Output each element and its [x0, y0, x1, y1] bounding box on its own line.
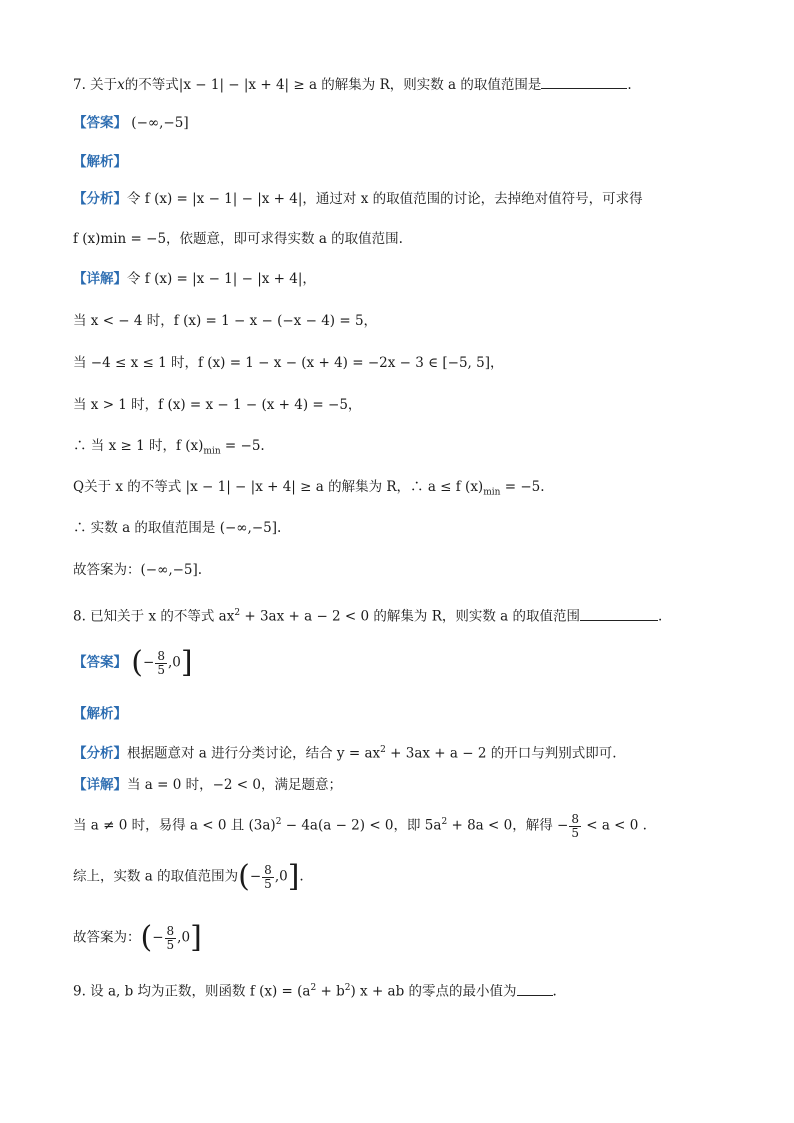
q7-case-2: 当 −4 ≤ x ≤ 1 时，f (x) = 1 − x − (x + 4) = −2x − 3 ∈ [−5, 5]，: [73, 355, 504, 371]
answer-blank[interactable]: [517, 981, 553, 996]
q7-fenxi: 【分析】令 f (x) = |x − 1| − |x + 4|，通过对 x 的取值范围的讨论，去掉绝对值符号，可求得: [73, 191, 643, 207]
answer-blank[interactable]: [580, 606, 658, 621]
q8-summary: 综上，实数 a 的取值范围为(− $\frac{8}{5}$ ,0].: [73, 859, 304, 894]
q7-case-3: 当 x > 1 时，f (x) = x − 1 − (x + 4) = −5，: [73, 397, 362, 413]
q7-conclude-1: ∴ 当 x ≥ 1 时，f $(x)_{min} = -5$.: [73, 438, 265, 457]
q7-question: 7. 关于x的不等式|x − 1| − |x + 4| ≥ a 的解集为 R，则实数 a 的取值范围是 .: [73, 74, 632, 95]
q8-detail: 【详解】当 a = 0 时，−2 < 0，满足题意；: [73, 777, 342, 793]
q7-case-1: 当 x < − 4 时，f (x) = 1 − x − (−x − 4) = 5，: [73, 313, 378, 329]
answer-tag: 【答案】: [73, 115, 127, 131]
fenxi-tag: 【分析】: [73, 191, 127, 207]
q7-answer: 【答案】 (−∞,−5]: [73, 115, 189, 131]
fenxi-tag: 【分析】: [73, 745, 127, 762]
fraction: $\frac{8}{5}$: [157, 648, 165, 677]
q7-fenxi-2: f (x)min = −5，依题意，即可求得实数 a 的取值范围.: [73, 231, 403, 247]
detail-tag: 【详解】: [73, 271, 127, 287]
q7-final: 故答案为：(−∞,−5].: [73, 562, 203, 578]
answer-tag: 【答案】: [73, 654, 127, 671]
fraction: $\frac{8}{5}$: [571, 811, 579, 840]
q9-question: 9. 设 a, b 均为正数，则函数 f $(x) = (a^2 + b^2) x$ + ab 的零点的最小值为 .: [73, 978, 557, 1002]
q8-fenxi: 【分析】根据题意对 a 进行分类讨论，结合 $y = ax^2 + 3ax + a - 2$ 的开口与判别式即可.: [73, 745, 617, 762]
q8-answer: 【答案】 (− $\frac{8}{5}$ ,0]: [73, 645, 193, 680]
q8-question: 8. 已知关于 x 的不等式 $ax^2 + 3ax + a - 2 < 0$ 的解集为 R，则实数 a 的取值范围 .: [73, 603, 662, 627]
fraction: $\frac{8}{5}$: [166, 923, 175, 952]
q7-analysis-tag: 【解析】: [73, 154, 127, 170]
fraction: $\frac{8}{5}$: [264, 862, 272, 891]
q8-detail-2: 当 a ≠ 0 时，易得 a < 0 且 $(3a)^2 - 4a(a - 2) < 0$，即 $5a^2 + 8a < 0$，解得 − $\frac{8}{5}$ < a < 0 .: [73, 811, 647, 840]
q7-conclude-3: ∴ 实数 a 的取值范围是 (−∞,−5].: [73, 520, 282, 536]
q7-conclude-2: Q关于 x 的不等式 |x − 1| − |x + 4| ≥ a 的解集为 R，∴ a ≤ f $(x)_{min} = -5$.: [73, 479, 545, 498]
q7-detail: 【详解】令 f (x) = |x − 1| − |x + 4|，: [73, 271, 316, 287]
answer-blank[interactable]: [541, 74, 627, 89]
detail-tag: 【详解】: [73, 777, 127, 793]
q8-final: 故答案为：(− $\frac{8}{5}$ ,0]: [73, 920, 202, 955]
q8-analysis-tag: 【解析】: [73, 706, 127, 722]
